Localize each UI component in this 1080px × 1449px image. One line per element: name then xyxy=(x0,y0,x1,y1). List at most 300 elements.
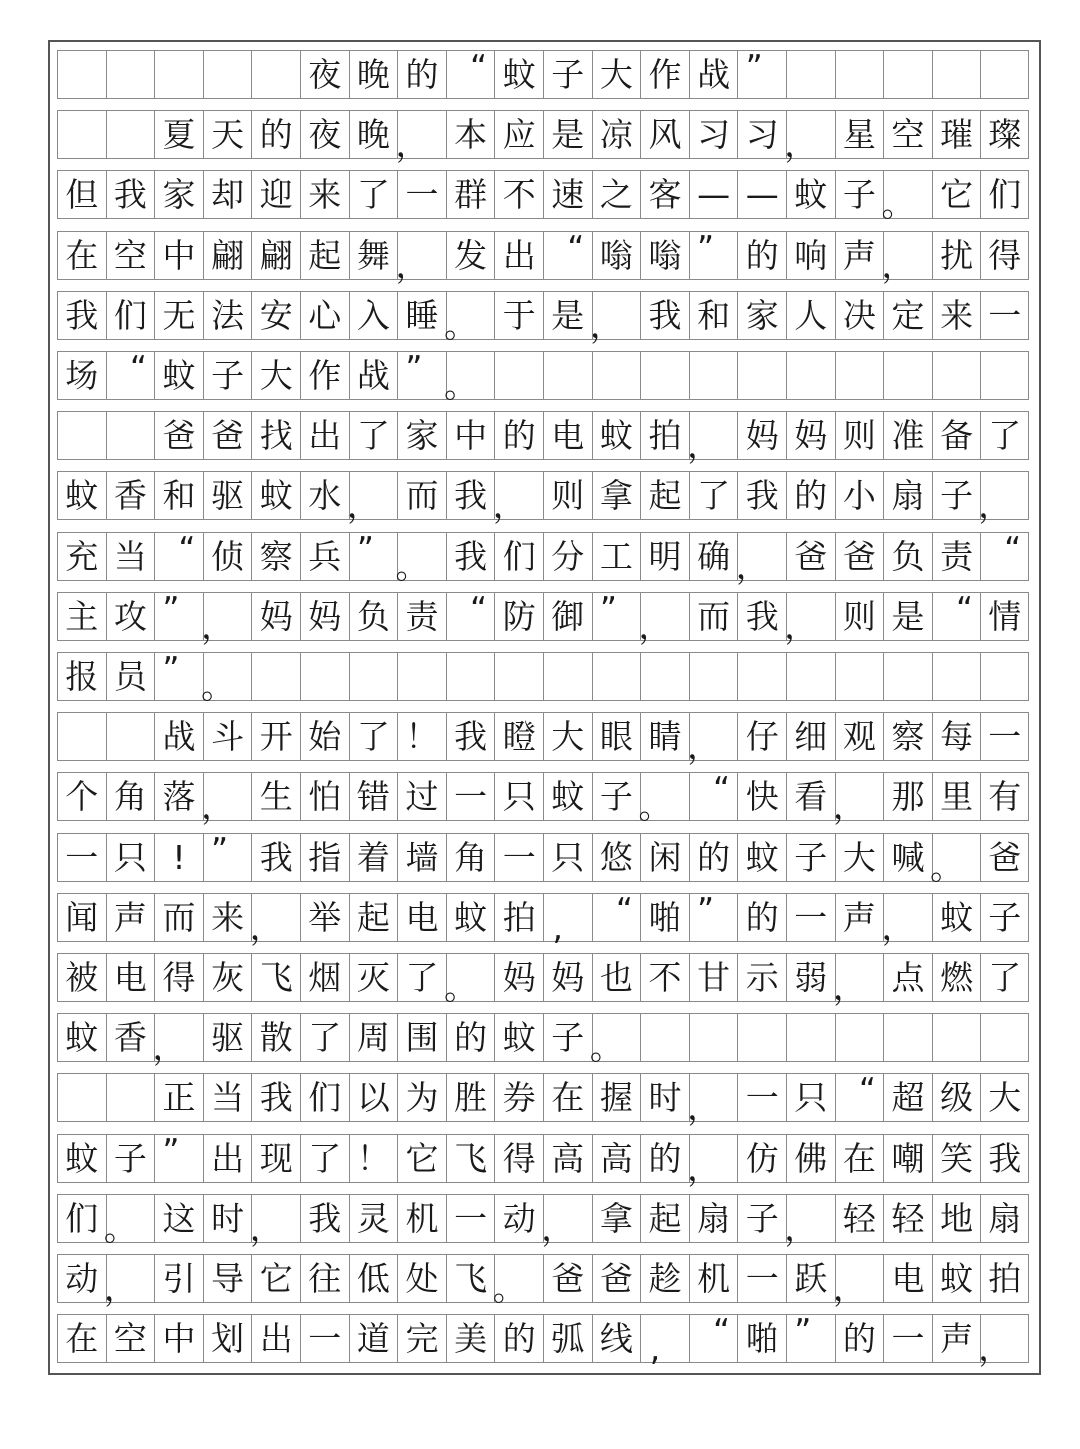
grid-cell xyxy=(201,772,252,827)
grid-cell xyxy=(203,1073,252,1122)
grid-cell xyxy=(494,1194,543,1243)
grid-cell xyxy=(980,291,1029,340)
glyph: 一 xyxy=(891,1319,925,1359)
grid-cell xyxy=(397,652,446,701)
grid-cell xyxy=(154,528,203,581)
grid-cell xyxy=(251,170,300,219)
glyph: 驱 xyxy=(211,1018,245,1058)
glyph: 凉 xyxy=(599,115,633,155)
grid-row xyxy=(57,1130,1029,1188)
grid-row xyxy=(57,953,1029,1007)
glyph: 来 xyxy=(211,897,245,937)
grid-cell xyxy=(932,1134,981,1183)
glyph: 们 xyxy=(65,1198,99,1238)
grid-cell xyxy=(300,291,349,340)
grid-cell xyxy=(980,953,1029,1002)
glyph: 拍 xyxy=(648,416,682,456)
grid-cell xyxy=(932,50,981,99)
grid-cell xyxy=(300,953,349,1002)
grid-cell xyxy=(446,47,495,99)
glyph: 级 xyxy=(940,1078,974,1118)
grid-cell xyxy=(737,471,786,520)
grid-cell xyxy=(397,1194,446,1243)
glyph: ! xyxy=(172,837,186,877)
grid-cell xyxy=(737,170,786,219)
grid-cell xyxy=(154,351,203,400)
glyph: 于 xyxy=(502,295,536,335)
glyph: ” xyxy=(211,829,229,869)
glyph: ， xyxy=(638,606,672,646)
glyph: 散 xyxy=(259,1018,293,1058)
glyph: 瞪 xyxy=(502,717,536,757)
glyph: 。 xyxy=(103,1208,137,1248)
glyph: 飞 xyxy=(454,1138,488,1178)
grid-cell xyxy=(203,471,252,520)
grid-cell xyxy=(397,833,446,882)
grid-cell xyxy=(300,652,349,701)
glyph: “ xyxy=(1004,528,1022,568)
grid-cell xyxy=(980,772,1029,821)
glyph: 责 xyxy=(940,536,974,576)
glyph: 空 xyxy=(113,235,147,275)
grid-cell xyxy=(446,588,495,641)
grid-cell xyxy=(154,50,203,99)
glyph: , xyxy=(649,1329,661,1369)
glyph: 定 xyxy=(891,295,925,335)
grid-cell xyxy=(446,1134,495,1183)
glyph: ， xyxy=(784,606,818,646)
grid-cell xyxy=(106,1314,155,1363)
grid-cell xyxy=(980,110,1029,159)
glyph: 划 xyxy=(211,1319,245,1359)
grid-cell xyxy=(397,592,446,641)
grid-cell xyxy=(349,351,398,400)
glyph: 弱 xyxy=(794,958,828,997)
glyph: 小 xyxy=(842,476,876,516)
glyph: ！ xyxy=(356,1138,390,1178)
glyph: 子 xyxy=(940,476,974,516)
glyph: 仔 xyxy=(745,717,779,757)
glyph: 来 xyxy=(308,175,342,215)
grid-cell xyxy=(980,833,1029,882)
grid-cell xyxy=(835,833,884,882)
grid-cell xyxy=(300,170,349,219)
grid-cell xyxy=(300,833,349,882)
glyph: 拍 xyxy=(502,897,536,937)
glyph: 角 xyxy=(454,837,488,877)
glyph: 烟 xyxy=(308,958,342,997)
glyph: ， xyxy=(346,486,380,526)
glyph: 御 xyxy=(551,596,585,636)
glyph: 妈 xyxy=(308,596,342,636)
grid-cell xyxy=(835,231,884,280)
glyph: 角 xyxy=(113,777,147,817)
grid-cell xyxy=(883,50,932,99)
glyph: 之 xyxy=(599,175,633,215)
glyph: 爸 xyxy=(599,1259,633,1298)
grid-cell xyxy=(446,1254,495,1303)
glyph: 美 xyxy=(454,1319,488,1359)
glyph: 晚 xyxy=(356,115,390,155)
grid-cell xyxy=(349,1073,398,1122)
grid-row xyxy=(57,110,1029,165)
glyph: 晚 xyxy=(356,55,390,94)
glyph: 大 xyxy=(842,837,876,877)
grid-cell xyxy=(349,592,398,641)
grid-cell xyxy=(57,110,106,159)
grid-cell xyxy=(154,1073,203,1122)
glyph: ” xyxy=(697,889,715,929)
grid-cell xyxy=(592,772,641,821)
grid-cell xyxy=(689,652,738,701)
glyph: 仿 xyxy=(745,1138,779,1178)
grid-cell xyxy=(689,50,738,99)
grid-cell xyxy=(494,1314,543,1363)
glyph: 生 xyxy=(259,777,293,817)
grid-cell xyxy=(446,1013,495,1062)
glyph: ， xyxy=(832,1269,866,1308)
glyph: 我 xyxy=(259,837,293,877)
glyph: 我 xyxy=(259,1078,293,1118)
grid-cell xyxy=(786,231,835,280)
grid-cell xyxy=(592,588,641,641)
grid-cell xyxy=(541,1194,592,1248)
grid-cell xyxy=(786,471,835,520)
grid-cell xyxy=(737,712,786,761)
glyph: 拿 xyxy=(599,476,633,516)
glyph: 一 xyxy=(745,1259,779,1298)
grid-cell xyxy=(640,1194,689,1243)
glyph: 蚊 xyxy=(454,897,488,937)
grid-cell xyxy=(349,1254,398,1303)
grid-cell xyxy=(203,1314,252,1363)
grid-cell xyxy=(737,110,786,159)
glyph: “ xyxy=(956,588,974,628)
grid-cell xyxy=(57,411,106,460)
glyph: 的 xyxy=(745,235,779,275)
glyph: 。 xyxy=(201,667,235,706)
grid-cell xyxy=(57,1073,106,1122)
grid-cell xyxy=(349,652,398,701)
grid-cell xyxy=(980,1013,1029,1062)
glyph: 电 xyxy=(551,416,585,456)
grid-cell xyxy=(349,712,398,761)
glyph: 侦 xyxy=(211,536,245,576)
glyph: 找 xyxy=(259,416,293,456)
glyph: 决 xyxy=(842,295,876,335)
glyph: 本 xyxy=(454,115,488,155)
glyph: 。 xyxy=(395,546,429,586)
grid-cell xyxy=(786,1311,835,1363)
grid-cell xyxy=(57,1134,106,1183)
grid-cell xyxy=(57,1013,106,1062)
glyph: 爸 xyxy=(162,416,196,456)
glyph: 了 xyxy=(356,717,390,757)
glyph: 蚊 xyxy=(794,175,828,215)
glyph: 防 xyxy=(502,596,536,636)
grid-cell xyxy=(689,769,738,821)
glyph: 线 xyxy=(599,1319,633,1359)
glyph: 一 xyxy=(65,837,99,877)
grid-cell xyxy=(395,110,446,165)
grid-cell xyxy=(592,833,641,882)
glyph: 大 xyxy=(551,717,585,757)
grid-cell xyxy=(494,1073,543,1122)
glyph: ” xyxy=(405,348,423,387)
glyph: 低 xyxy=(356,1259,390,1298)
grid-cell xyxy=(543,291,592,340)
glyph: “ xyxy=(858,1070,876,1110)
grid-cell xyxy=(835,532,884,581)
glyph: 作 xyxy=(308,356,342,395)
grid-cell xyxy=(446,1194,495,1243)
glyph: 天 xyxy=(211,115,245,155)
grid-cell xyxy=(203,1254,252,1303)
glyph: 点 xyxy=(891,958,925,997)
grid-cell xyxy=(980,351,1029,400)
glyph: ， xyxy=(832,968,866,1007)
grid-cell xyxy=(737,351,786,400)
glyph: 起 xyxy=(648,476,682,516)
glyph: 观 xyxy=(842,717,876,757)
grid-cell xyxy=(444,351,495,405)
grid-cell xyxy=(640,1314,689,1369)
glyph: 。 xyxy=(444,366,478,405)
glyph: 的 xyxy=(502,416,536,456)
grid-cell xyxy=(57,712,106,761)
glyph: 它 xyxy=(940,175,974,215)
glyph: 的 xyxy=(259,115,293,155)
glyph: 子 xyxy=(745,1198,779,1238)
glyph: 也 xyxy=(599,958,633,997)
grid-cell xyxy=(57,50,106,99)
grid-row xyxy=(57,1070,1029,1128)
grid-cell xyxy=(980,1254,1029,1303)
glyph: 嘲 xyxy=(891,1138,925,1178)
glyph: ， xyxy=(687,727,721,767)
glyph: 空 xyxy=(891,115,925,155)
glyph: “ xyxy=(615,889,633,929)
glyph: 蚊 xyxy=(65,476,99,516)
glyph: 的 xyxy=(454,1018,488,1058)
grid-cell xyxy=(640,833,689,882)
glyph: 地 xyxy=(940,1198,974,1238)
glyph: 在 xyxy=(65,1319,99,1359)
grid-cell xyxy=(543,110,592,159)
glyph: ， xyxy=(201,787,235,827)
glyph: 子 xyxy=(551,1018,585,1058)
grid-cell xyxy=(251,652,300,701)
grid-cell xyxy=(543,1013,592,1062)
grid-cell xyxy=(835,471,884,520)
glyph: ！ xyxy=(405,717,439,757)
grid-cell xyxy=(687,1073,738,1128)
grid-cell xyxy=(203,829,252,882)
glyph: 明 xyxy=(648,536,682,576)
glyph: 只 xyxy=(113,837,147,877)
glyph: 中 xyxy=(162,235,196,275)
glyph: 电 xyxy=(405,897,439,937)
grid-cell xyxy=(980,231,1029,280)
grid-cell xyxy=(106,712,155,761)
grid-cell xyxy=(349,953,398,1002)
glyph: 眼 xyxy=(599,717,633,757)
glyph: 一 xyxy=(745,1078,779,1118)
grid-cell xyxy=(786,712,835,761)
glyph: 起 xyxy=(648,1198,682,1238)
grid-cell xyxy=(106,1073,155,1122)
glyph: 完 xyxy=(405,1319,439,1359)
grid-cell xyxy=(786,1254,835,1303)
glyph: 它 xyxy=(259,1259,293,1298)
grid-cell xyxy=(883,833,932,882)
glyph: 被 xyxy=(65,958,99,997)
grid-cell xyxy=(737,1073,786,1122)
grid-cell xyxy=(300,1134,349,1183)
glyph: 妈 xyxy=(551,958,585,997)
grid-cell xyxy=(106,1134,155,1183)
grid-cell xyxy=(543,532,592,581)
grid-cell xyxy=(249,893,300,947)
glyph: ” xyxy=(162,649,180,688)
glyph: 的 xyxy=(794,476,828,516)
glyph: 战 xyxy=(356,356,390,395)
grid-cell xyxy=(592,471,641,520)
glyph: ， xyxy=(881,907,915,947)
grid-cell xyxy=(883,351,932,400)
grid-cell xyxy=(57,893,106,942)
grid-cell xyxy=(397,50,446,99)
grid-cell xyxy=(689,833,738,882)
glyph: 高 xyxy=(599,1138,633,1178)
grid-cell xyxy=(786,1013,835,1062)
grid-cell xyxy=(737,893,786,942)
grid-cell xyxy=(300,772,349,821)
glyph: 的 xyxy=(842,1319,876,1359)
grid-cell xyxy=(883,1134,932,1183)
glyph: 家 xyxy=(405,416,439,456)
glyph: 我 xyxy=(988,1138,1022,1178)
glyph: 着 xyxy=(356,837,390,877)
grid-row xyxy=(57,889,1029,947)
grid-cell xyxy=(446,411,495,460)
grid-cell xyxy=(543,772,592,821)
glyph: ， xyxy=(201,606,235,646)
glyph: 引 xyxy=(162,1259,196,1298)
glyph: 是 xyxy=(551,115,585,155)
grid-cell xyxy=(203,110,252,159)
grid-cell xyxy=(932,1073,981,1122)
glyph: 跃 xyxy=(794,1259,828,1298)
grid-cell xyxy=(543,652,592,701)
glyph: 。 xyxy=(638,787,672,827)
grid-cell xyxy=(932,1314,981,1363)
grid-cell xyxy=(251,1013,300,1062)
grid-cell xyxy=(689,1013,738,1062)
grid-cell xyxy=(251,1073,300,1122)
glyph: 动 xyxy=(65,1259,99,1298)
glyph: 示 xyxy=(745,958,779,997)
grid-cell xyxy=(786,170,835,219)
grid-cell xyxy=(492,1254,543,1308)
glyph: 时 xyxy=(211,1198,245,1238)
glyph: 我 xyxy=(454,476,488,516)
grid-cell xyxy=(883,953,932,1002)
grid-cell xyxy=(154,170,203,219)
glyph: 分 xyxy=(551,536,585,576)
glyph: 们 xyxy=(113,295,147,335)
glyph: 子 xyxy=(211,356,245,395)
grid-cell xyxy=(638,772,689,827)
glyph: 每 xyxy=(940,717,974,757)
glyph: ， xyxy=(784,1208,818,1248)
glyph: 中 xyxy=(454,416,488,456)
glyph: 妈 xyxy=(502,958,536,997)
glyph: 。 xyxy=(444,305,478,345)
glyph: 这 xyxy=(162,1198,196,1238)
grid-cell xyxy=(494,110,543,159)
glyph: 导 xyxy=(211,1259,245,1298)
grid-cell xyxy=(397,348,446,400)
glyph: “ xyxy=(713,1311,731,1351)
grid-cell xyxy=(300,1254,349,1303)
grid-cell xyxy=(444,291,495,345)
grid-cell xyxy=(397,772,446,821)
grid-cell xyxy=(106,170,155,219)
grid-cell xyxy=(397,953,446,1002)
grid-cell xyxy=(251,231,300,280)
glyph: 群 xyxy=(454,175,488,215)
glyph: 蚊 xyxy=(502,55,536,94)
grid-cell xyxy=(203,351,252,400)
grid-cell xyxy=(932,1194,981,1243)
glyph: 速 xyxy=(551,175,585,215)
glyph: 一 xyxy=(454,777,488,817)
grid-cell xyxy=(494,772,543,821)
grid-cell xyxy=(689,532,738,581)
grid-cell xyxy=(57,592,106,641)
glyph: 应 xyxy=(502,115,536,155)
glyph: 确 xyxy=(697,536,731,576)
grid-cell xyxy=(835,1314,884,1363)
grid-cell xyxy=(494,833,543,882)
grid-cell xyxy=(592,953,641,1002)
grid-cell xyxy=(106,652,155,701)
glyph: 蚊 xyxy=(65,1138,99,1178)
grid-cell xyxy=(251,833,300,882)
grid-row xyxy=(57,1254,1029,1308)
glyph: “ xyxy=(567,227,585,267)
grid-cell xyxy=(883,1314,932,1363)
glyph: 大 xyxy=(259,356,293,395)
glyph: — xyxy=(697,175,731,215)
glyph: 闲 xyxy=(648,837,682,877)
glyph: 星 xyxy=(842,115,876,155)
glyph: 但 xyxy=(65,175,99,215)
grid-cell xyxy=(106,772,155,821)
glyph: 。 xyxy=(492,1269,526,1308)
grid-cell xyxy=(494,351,543,400)
glyph: 往 xyxy=(308,1259,342,1298)
glyph: 起 xyxy=(308,235,342,275)
grid-cell xyxy=(300,592,349,641)
glyph: 只 xyxy=(502,777,536,817)
grid-cell xyxy=(106,231,155,280)
glyph: 。 xyxy=(589,1028,623,1068)
grid-cell xyxy=(640,652,689,701)
glyph: ” xyxy=(697,227,715,267)
glyph: 蚊 xyxy=(162,356,196,395)
